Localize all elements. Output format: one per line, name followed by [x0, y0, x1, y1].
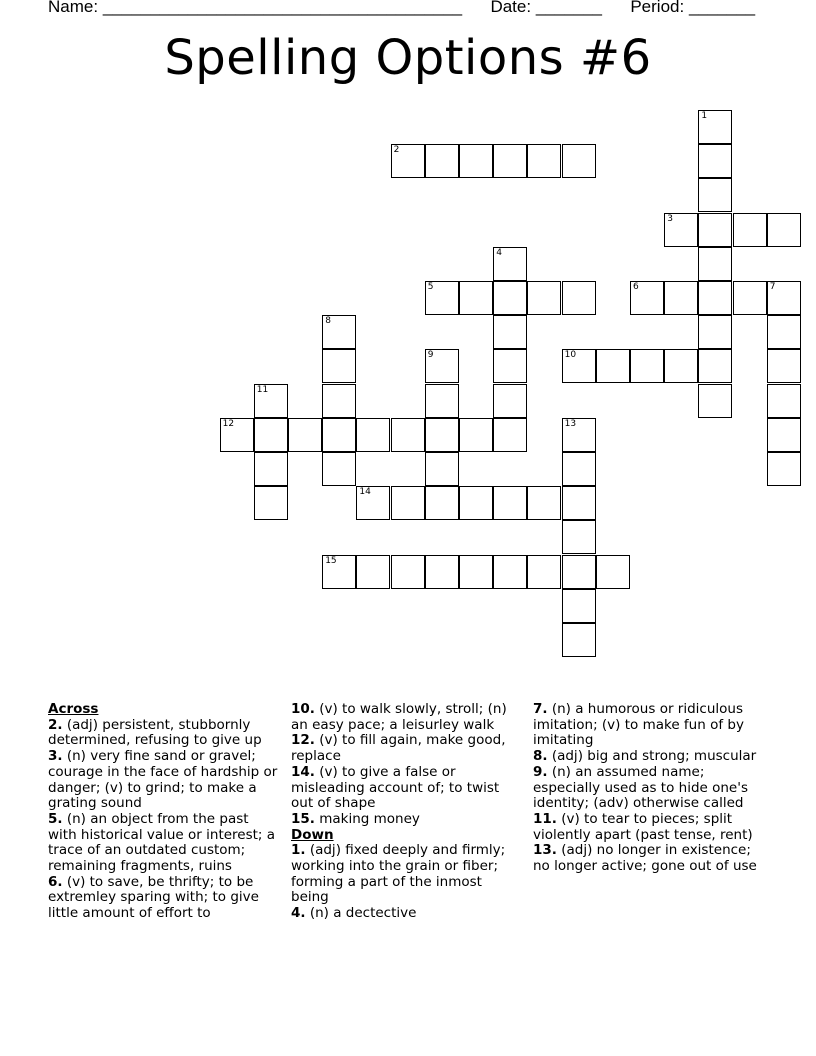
crossword-cell[interactable] — [698, 384, 732, 418]
crossword-cell[interactable] — [562, 555, 596, 589]
crossword-cell[interactable] — [698, 315, 732, 349]
crossword-cell[interactable] — [698, 144, 732, 178]
crossword-cell[interactable] — [425, 349, 459, 383]
clue-column-1 — [48, 702, 280, 922]
crossword-cell[interactable] — [527, 144, 561, 178]
crossword-cell[interactable] — [527, 555, 561, 589]
name-field[interactable]: ______________________________________ — [102, 0, 463, 16]
crossword-cell[interactable] — [698, 247, 732, 281]
clue-down-9: 9. (n) an assumed name; especially used as to hide one's identity; (adv) otherwise called — [533, 763, 748, 812]
crossword-cell[interactable] — [767, 213, 801, 247]
crossword-cell[interactable] — [322, 315, 356, 349]
crossword-cell[interactable] — [698, 110, 732, 144]
crossword-cell[interactable] — [562, 418, 596, 452]
crossword-cell[interactable] — [425, 144, 459, 178]
clue-across-6: 6. (v) to save, be thrifty; to be extremley sparing with; to give little amount of effort to — [48, 873, 259, 922]
crossword-cell[interactable] — [322, 418, 356, 452]
crossword-cell[interactable] — [459, 281, 493, 315]
crossword-cell[interactable] — [391, 144, 425, 178]
clue-down-4: 4. (n) a dectective — [291, 905, 417, 922]
clue-down-13: 13. (adj) no longer in existence; no longer active; gone out of use — [533, 842, 757, 875]
clue-number-label: 7 — [769, 282, 776, 292]
crossword-cell[interactable] — [254, 418, 288, 452]
clue-number-label: 14 — [359, 487, 371, 498]
crossword-cell[interactable] — [391, 418, 425, 452]
clue-number-label: 11 — [256, 384, 269, 395]
date-label: Date: — [490, 0, 532, 16]
crossword-cell[interactable] — [767, 281, 801, 315]
crossword-cell[interactable] — [562, 486, 596, 520]
crossword-cell[interactable] — [630, 349, 664, 383]
clue-across-15: 15. making money — [291, 810, 420, 827]
clue-number-label: 2 — [393, 145, 400, 156]
crossword-cell[interactable] — [425, 384, 459, 418]
crossword-cell[interactable] — [698, 178, 732, 212]
clue-across-5: 5. (n) an object from the past with historical value or interest; a trace of an outdated custom; remaining fragments, ruins — [48, 810, 276, 875]
clue-number-label: 5 — [427, 282, 434, 292]
crossword-cell[interactable] — [562, 349, 596, 383]
clue-number-label: 13 — [564, 418, 577, 429]
clue-column-3 — [533, 702, 769, 875]
down-heading: Down — [291, 826, 334, 843]
crossword-cell[interactable] — [425, 418, 459, 452]
crossword-cell[interactable] — [664, 281, 698, 315]
crossword-cell[interactable] — [767, 452, 801, 486]
crossword-cell[interactable] — [493, 315, 527, 349]
clue-down-7: 7. (n) a humorous or ridiculous imitation; (v) to make fun of by imitating — [533, 701, 744, 749]
crossword-cell[interactable] — [493, 486, 527, 520]
crossword-cell[interactable] — [493, 349, 527, 383]
crossword-cell[interactable] — [322, 452, 356, 486]
clue-number-label: 12 — [222, 418, 235, 429]
crossword-cell[interactable] — [425, 281, 459, 315]
crossword-cell[interactable] — [698, 281, 732, 315]
crossword-cell[interactable] — [562, 452, 596, 486]
crossword-cell[interactable] — [562, 281, 596, 315]
clue-number-label: 10 — [564, 350, 577, 361]
clue-number-label: 3 — [667, 213, 673, 224]
crossword-cell[interactable] — [254, 384, 288, 418]
crossword-cell[interactable] — [391, 555, 425, 589]
crossword-cell[interactable] — [493, 555, 527, 589]
clue-number-label: 8 — [325, 316, 331, 327]
crossword-cell[interactable] — [254, 486, 288, 520]
across-heading: Across — [48, 701, 99, 717]
crossword-cell[interactable] — [493, 384, 527, 418]
crossword-cell[interactable] — [630, 281, 664, 315]
crossword-cell[interactable] — [767, 349, 801, 383]
crossword-cell[interactable] — [562, 520, 596, 554]
clue-number-label: 4 — [496, 247, 502, 258]
crossword-cell[interactable] — [664, 213, 698, 247]
clue-across-3: 3. (n) very fine sand or gravel; courage in the face of hardship or danger; (v) to grind; to make a grating sound — [48, 748, 278, 812]
crossword-cell[interactable] — [698, 213, 732, 247]
crossword-cell[interactable] — [425, 555, 459, 589]
crossword-cell[interactable] — [664, 349, 698, 383]
clue-number-label: 9 — [427, 350, 434, 361]
clue-number-label: 6 — [633, 282, 639, 292]
period-field[interactable]: _______ — [688, 0, 756, 16]
clue-down-1: 1. (adj) fixed deeply and firmly; working into the grain or fiber; forming a part of the inmost being — [291, 842, 506, 906]
clue-number-label: 1 — [701, 111, 708, 121]
clue-across-2: 2. (adj) persistent, stubbornly determined, refusing to give up — [48, 716, 262, 749]
crossword-cell[interactable] — [527, 486, 561, 520]
clue-across-12: 12. (v) to fill again, make good, replace — [291, 732, 506, 765]
crossword-cell[interactable] — [527, 281, 561, 315]
crossword-cell[interactable] — [562, 144, 596, 178]
crossword-cell[interactable] — [425, 452, 459, 486]
crossword-cell[interactable] — [459, 144, 493, 178]
crossword-cell[interactable] — [356, 555, 390, 589]
crossword-cell[interactable] — [322, 384, 356, 418]
crossword-cell[interactable] — [425, 486, 459, 520]
page-title: Spelling Options #6 — [164, 30, 652, 86]
crossword-cell[interactable] — [596, 349, 630, 383]
crossword-cell[interactable] — [493, 247, 527, 281]
crossword-cell[interactable] — [767, 418, 801, 452]
crossword-cell[interactable] — [733, 213, 767, 247]
crossword-cell[interactable] — [493, 418, 527, 452]
crossword-cell[interactable] — [562, 623, 596, 657]
clue-column-2 — [291, 702, 523, 922]
crossword-cell[interactable] — [596, 555, 630, 589]
clue-across-10: 10. (v) to walk slowly, stroll; (n) an easy pace; a leisurley walk — [291, 701, 507, 733]
crossword-cell[interactable] — [356, 486, 390, 520]
crossword-cell[interactable] — [254, 452, 288, 486]
crossword-cell[interactable] — [322, 349, 356, 383]
name-label: Name: — [48, 0, 99, 16]
crossword-cell[interactable] — [698, 349, 732, 383]
clue-down-11: 11. (v) to tear to pieces; split violently apart (past tense, rent) — [533, 810, 753, 843]
crossword-cell[interactable] — [767, 384, 801, 418]
period-label: Period: — [630, 0, 685, 16]
crossword-cell[interactable] — [288, 418, 322, 452]
crossword-cell[interactable] — [493, 144, 527, 178]
crossword-cell[interactable] — [459, 418, 493, 452]
date-field[interactable]: _______ — [535, 0, 602, 16]
crossword-cell[interactable] — [767, 315, 801, 349]
crossword-cell[interactable] — [493, 281, 527, 315]
crossword-cell[interactable] — [459, 555, 493, 589]
crossword-cell[interactable] — [562, 589, 596, 623]
crossword-cell[interactable] — [459, 486, 493, 520]
clue-number-label: 15 — [325, 555, 337, 566]
crossword-cell[interactable] — [391, 486, 425, 520]
crossword-cell[interactable] — [733, 281, 767, 315]
crossword-cell[interactable] — [356, 418, 390, 452]
clue-down-8: 8. (adj) big and strong; muscular — [533, 748, 757, 765]
crossword-cell[interactable] — [220, 418, 254, 452]
crossword-cell[interactable] — [322, 555, 356, 589]
clue-across-14: 14. (v) to give a false or misleading account of; to twist out of shape — [291, 763, 500, 812]
